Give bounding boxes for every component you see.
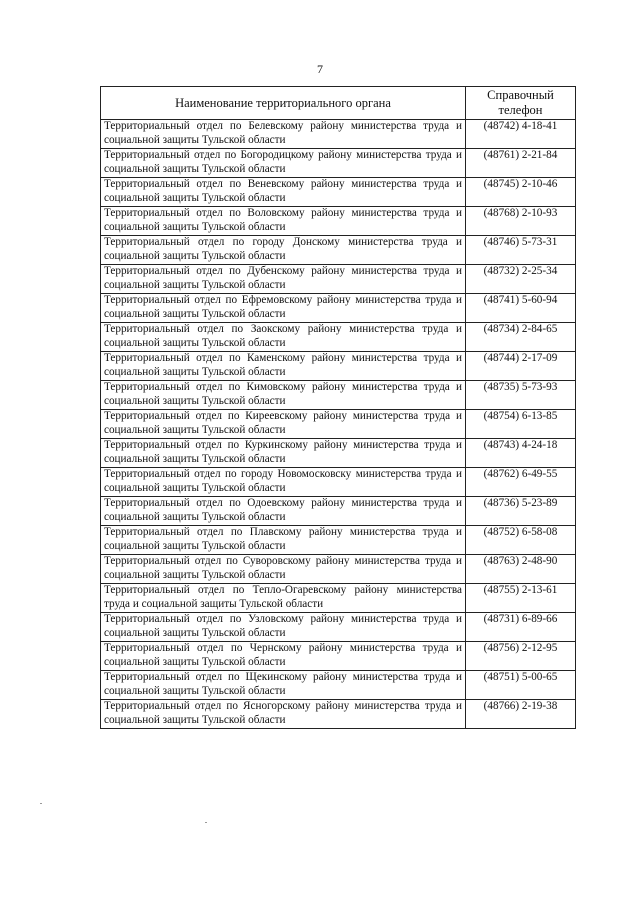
organ-name-cell: Территориальный отдел по Одоевскому району министерства труда и социальной защиты Тульской области [101, 497, 466, 526]
phone-cell: (48736) 5-23-89 [466, 497, 576, 526]
table-row [101, 381, 576, 410]
phone-cell: (48752) 6-58-08 [466, 526, 576, 555]
organ-name-cell: Территориальный отдел по городу Донскому министерства труда и социальной защиты Тульской области [101, 236, 466, 265]
phone-cell: (48734) 2-84-65 [466, 323, 576, 352]
table-row [101, 236, 576, 265]
phone-cell: (48762) 6-49-55 [466, 468, 576, 497]
table-row [101, 323, 576, 352]
organ-name-cell: Территориальный отдел по Суворовскому району министерства труда и социальной защиты Тульской области [101, 555, 466, 584]
organ-name-cell: Территориальный отдел по Веневскому району министерства труда и социальной защиты Тульской области [101, 178, 466, 207]
phone-cell: (48768) 2-10-93 [466, 207, 576, 236]
organ-name-cell: Территориальный отдел по городу Новомосковску министерства труда и социальной защиты Тульской области [101, 468, 466, 497]
table-header-row [101, 87, 576, 120]
table-row [101, 555, 576, 584]
phone-cell: (48766) 2-19-38 [466, 700, 576, 729]
phone-cell: (48755) 2-13-61 [466, 584, 576, 613]
organ-name-cell: Территориальный отдел по Кимовскому району министерства труда и социальной защиты Тульской области [101, 381, 466, 410]
phone-cell: (48746) 5-73-31 [466, 236, 576, 265]
table-row [101, 613, 576, 642]
table-row [101, 265, 576, 294]
organ-name-cell: Территориальный отдел по Чернскому району министерства труда и социальной защиты Тульской области [101, 642, 466, 671]
table-body [101, 120, 576, 729]
organ-name-cell: Территориальный отдел по Заокскому району министерства труда и социальной защиты Тульской области [101, 323, 466, 352]
table-row [101, 439, 576, 468]
organ-name-cell: Территориальный отдел по Ясногорскому району министерства труда и социальной защиты Тульской области [101, 700, 466, 729]
table-row [101, 642, 576, 671]
scan-speck [40, 803, 42, 804]
header-organ-name: Наименование территориального органа [101, 87, 466, 120]
phone-cell: (48763) 2-48-90 [466, 555, 576, 584]
phone-cell: (48731) 6-89-66 [466, 613, 576, 642]
organ-name-cell: Территориальный отдел по Белевскому району министерства труда и социальной защиты Тульской области [101, 120, 466, 149]
table-row [101, 294, 576, 323]
table-row [101, 149, 576, 178]
table-row [101, 497, 576, 526]
organ-name-cell: Территориальный отдел по Киреевскому району министерства труда и социальной защиты Тульской области [101, 410, 466, 439]
table-row [101, 700, 576, 729]
territorial-offices-table [100, 86, 576, 729]
table-row [101, 410, 576, 439]
table-row [101, 207, 576, 236]
phone-cell: (48754) 6-13-85 [466, 410, 576, 439]
table-row [101, 584, 576, 613]
table-row [101, 468, 576, 497]
organ-name-cell: Территориальный отдел по Дубенскому району министерства труда и социальной защиты Тульской области [101, 265, 466, 294]
organ-name-cell: Территориальный отдел по Тепло-Огаревскому району министерства труда и социальной защиты Тульской области [101, 584, 466, 613]
organ-name-cell: Территориальный отдел по Куркинскому району министерства труда и социальной защиты Тульской области [101, 439, 466, 468]
phone-cell: (48732) 2-25-34 [466, 265, 576, 294]
phone-cell: (48761) 2-21-84 [466, 149, 576, 178]
table-row [101, 526, 576, 555]
table-row [101, 352, 576, 381]
table-row [101, 671, 576, 700]
phone-cell: (48735) 5-73-93 [466, 381, 576, 410]
organ-name-cell: Территориальный отдел по Щекинскому району министерства труда и социальной защиты Тульской области [101, 671, 466, 700]
table-row [101, 178, 576, 207]
organ-name-cell: Территориальный отдел по Узловскому району министерства труда и социальной защиты Тульской области [101, 613, 466, 642]
organ-name-cell: Территориальный отдел по Воловскому району министерства труда и социальной защиты Тульской области [101, 207, 466, 236]
phone-cell: (48742) 4-18-41 [466, 120, 576, 149]
phone-cell: (48745) 2-10-46 [466, 178, 576, 207]
phone-cell: (48741) 5-60-94 [466, 294, 576, 323]
page-number: 7 [317, 62, 323, 76]
organ-name-cell: Территориальный отдел по Плавскому району министерства труда и социальной защиты Тульской области [101, 526, 466, 555]
organ-name-cell: Территориальный отдел по Ефремовскому району министерства труда и социальной защиты Тульской области [101, 294, 466, 323]
organ-name-cell: Территориальный отдел по Богородицкому району министерства труда и социальной защиты Тульской области [101, 149, 466, 178]
phone-cell: (48743) 4-24-18 [466, 439, 576, 468]
phone-cell: (48744) 2-17-09 [466, 352, 576, 381]
phone-cell: (48751) 5-00-65 [466, 671, 576, 700]
scan-speck [205, 822, 207, 823]
header-phone: Справочный телефон [466, 87, 576, 120]
phone-cell: (48756) 2-12-95 [466, 642, 576, 671]
table-row [101, 120, 576, 149]
organ-name-cell: Территориальный отдел по Каменскому району министерства труда и социальной защиты Тульской области [101, 352, 466, 381]
